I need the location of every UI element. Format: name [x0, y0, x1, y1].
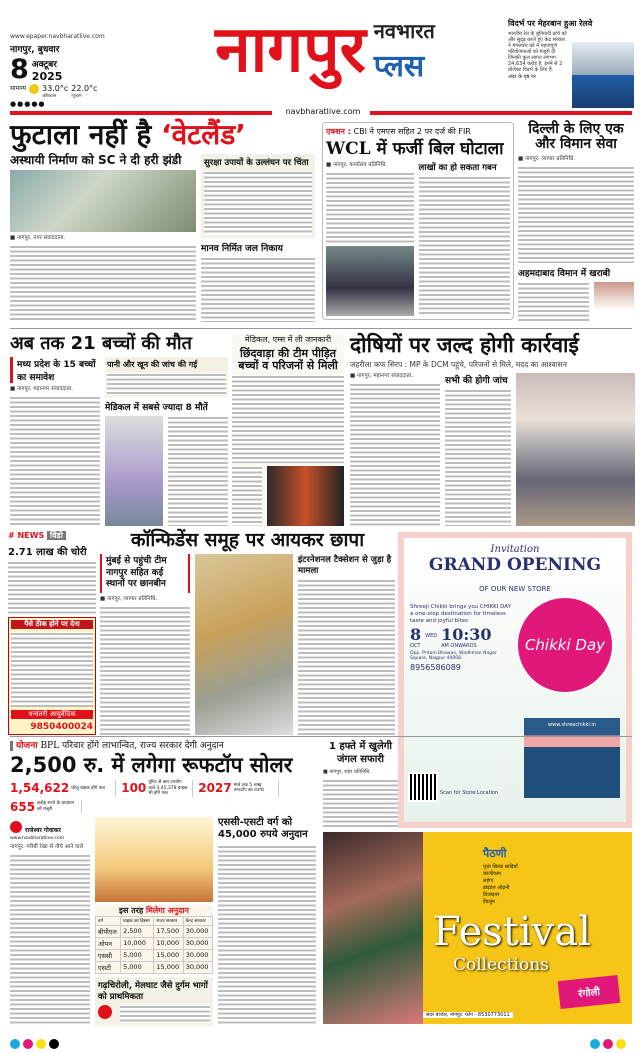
temp-min: 22.0°c	[71, 84, 98, 93]
sub-heading: इंटरनेशनल टैक्सेशन से जुड़ा है मामला	[298, 554, 392, 576]
syrup-photo	[267, 466, 344, 526]
temp-max-label: अधिकतम	[42, 93, 57, 98]
box-title: गढ़चिरोली, मेलघाट जैसे दुर्गम भागों को प्राथमिकता	[98, 981, 208, 1002]
header-cell: वर्ग	[96, 917, 121, 926]
ad-details	[410, 604, 512, 672]
headline: कॉन्फिडेंस समूह पर आयकर छापा	[130, 529, 365, 551]
sun-icon	[29, 84, 39, 94]
promo-more[interactable]: अंदर के पृष्ठ पर	[508, 74, 536, 80]
byline: नागपुर. गरीबी रेखा से नीचे आने वाले	[10, 843, 84, 850]
ad-text: Shreeji Chikki brings you CHIKKI DAY a one-stop destination for timeless taste and joyful bites	[410, 604, 511, 624]
ad-item: हैंडलूम	[483, 899, 495, 905]
date	[10, 56, 140, 83]
stat-label: यूनिट से कम उपयोग वाले 3,45,378 ग्राहक भी होंगे पात्र	[148, 780, 188, 797]
stat-item	[10, 780, 116, 797]
subhead: जहरीला कफ सिरप : MP के DCM पहुंचे, परिजनों से मिले, मदद का आश्वासन	[350, 360, 567, 370]
side-heading: मध्य प्रदेश के 15 बच्चों का समावेश	[10, 357, 100, 383]
model-photo	[323, 832, 423, 1024]
byline: ■ नागपुर, महानगर संवाददाता.	[10, 385, 73, 392]
table-cell: 15,000	[154, 962, 183, 974]
ad-scan: Scan for Store Location	[440, 790, 499, 796]
temp-min-group	[71, 84, 97, 99]
ad-web[interactable]: www.shreechikki.in	[548, 722, 596, 728]
story-chhindwara-team	[232, 334, 344, 526]
ad-items	[483, 864, 518, 906]
news-tag2: विंडो	[47, 531, 66, 540]
stats-row	[10, 780, 316, 814]
table-title-highlight: मिलेगा अनुदान	[146, 906, 189, 915]
sub-heading: अहमदाबाद विमान में खराबी	[518, 269, 611, 279]
table-cell: 5,000	[121, 950, 154, 962]
stat-number: 1,54,622	[10, 781, 70, 796]
story-action	[350, 334, 635, 526]
table-header	[96, 917, 213, 926]
ad-month: OCT	[410, 643, 421, 649]
ad-title: पैसे ठीक होने पर देना	[11, 620, 93, 629]
ad-item: ब्राइडल ओढ़नी	[483, 885, 510, 891]
ad-item: कांजीवरम	[483, 871, 501, 877]
logo-top: नवभारत	[373, 18, 435, 43]
box-title: पानी और खून की जांच की गई	[107, 359, 198, 369]
ad-item: पूजा सिल्क साड़ियाँ	[483, 864, 518, 870]
ad-address: Opp. Pritam Bhawan, Wadhman Nagar Square, Nagpur 44008.	[410, 651, 497, 661]
weather-label: सामान्य	[10, 85, 27, 92]
author-logo-icon	[10, 821, 22, 833]
body-text	[350, 383, 440, 526]
stat-number: 100	[121, 781, 147, 796]
test-box	[105, 357, 228, 397]
body-text	[100, 606, 190, 735]
kicker: योजना	[10, 741, 38, 751]
team-box: मुंबई से पहुंची टीम नागपुर सहित कई स्थानों पर छानबीन	[100, 554, 190, 593]
table-cell: 2,500	[121, 926, 154, 938]
officials-photo	[516, 373, 635, 526]
stat-label: मार्च तक 5 लाख रूफटॉप का टारगेट	[233, 782, 265, 794]
body-text	[10, 854, 90, 1026]
headline: छिंदवाड़ा की टीम पीड़ित बच्चों व परिजनों से मिली	[238, 347, 338, 373]
story-rooftop-solar	[10, 738, 316, 1026]
temp-min-label: न्यूनतम	[71, 93, 82, 98]
ad-brand-logo: रंगोली	[558, 975, 621, 1009]
box-text	[107, 373, 226, 395]
story-children-deaths	[10, 334, 228, 526]
box-title: सुरक्षा उपायों के उल्लंघन पर चिंता	[204, 157, 309, 168]
table-cell: 30,000	[183, 950, 212, 962]
kicker-text: BPL परिवार होंगे लाभान्वित, राज्य सरकार देगी अनुदान	[40, 741, 224, 751]
body-text	[518, 282, 589, 322]
stat-label: करोड़ रुपये के प्रावधान को मंजूरी	[37, 801, 75, 812]
ad-brand: धन्वंतरी आयुर्वेदिक	[11, 710, 93, 719]
weather	[10, 84, 140, 99]
lake-photo	[10, 170, 196, 232]
header-cell: ग्राहक का हिस्सा	[121, 917, 154, 926]
sub-heading: सभी की होगी जांच	[445, 376, 508, 387]
ayurveda-ad[interactable]	[8, 617, 96, 735]
byline: ■ नागपुर, महानगर संवाददाता.	[350, 373, 413, 380]
plane-photo	[594, 282, 634, 310]
chikki-day-ad[interactable]	[398, 532, 632, 828]
table-cell: 10,000	[121, 938, 154, 950]
story-it-raid	[100, 530, 395, 735]
subhead: अस्थायी निर्माण को SC ने दी हरी झंडी	[10, 152, 182, 167]
headline: दिल्ली के लिए एक और विमान सेवा	[528, 121, 624, 153]
table-title: इस तरह	[119, 906, 144, 915]
headline: WCL में फर्जी बिल घोटाला	[326, 139, 504, 159]
subsidy-table	[95, 905, 213, 974]
temp-max: 33.0°c	[42, 84, 69, 93]
site-url[interactable]: www.epaper.navbharatlive.com	[10, 33, 105, 40]
sub-heading: मानव निर्मित जल निकाय	[201, 243, 283, 254]
chikki-day-logo: Chikki Day	[518, 598, 612, 692]
logo-side	[374, 17, 435, 85]
date-day: 8	[10, 54, 29, 85]
headline: दोषियों पर जल्द होगी कार्रवाई	[350, 333, 579, 357]
lightning-icon	[98, 1005, 112, 1019]
author-name: राजेश्वर गोवाकर	[25, 826, 61, 834]
byline: ■ नागपुर, व्यापार प्रतिनिधि.	[100, 595, 158, 602]
kicker-text: CBI ने एमएस सहित 2 पर दर्ज की FIR	[353, 127, 471, 136]
box-text	[120, 1005, 210, 1023]
body-text	[518, 166, 634, 263]
table-cell: 30,000	[183, 938, 212, 950]
body-text	[168, 416, 228, 526]
masthead	[0, 0, 640, 118]
headline: 1 हफ्ते में खुलेगी जंगल सफारी	[329, 741, 392, 765]
table-cell: 17,500	[154, 926, 183, 938]
site-domain[interactable]: navbharatlive.com	[285, 107, 361, 116]
byline: ■ नागपुर, व्यापार प्रतिनिधि.	[518, 155, 576, 162]
headline-highlight: ‘वेटलैंड’	[160, 118, 246, 151]
sub-heading: लाखों का हो सकता गबन	[418, 162, 497, 173]
logo-main: नागपुर	[215, 13, 366, 87]
ad-contact: सदर बाजार, नागपुर. फोन - 8530773011	[423, 1012, 513, 1018]
header-cell: केन्द्र सरकार	[183, 917, 212, 926]
story-wcl	[322, 122, 514, 320]
headline: अब तक 21 बच्चों की मौत	[10, 333, 192, 354]
author	[10, 817, 90, 841]
ad-subtitle: Collections	[453, 955, 549, 975]
story-flight	[518, 122, 634, 322]
divider	[10, 328, 632, 329]
byline: ■ नागपुर, कार्यालय प्रतिनिधि.	[326, 161, 388, 168]
table-cell: 30,000	[183, 926, 212, 938]
ad-phone[interactable]: 8956586089	[410, 663, 461, 672]
byline: ■ नागपुर, नगर संवाददाता.	[10, 234, 66, 241]
body-text	[218, 845, 316, 1026]
top-promo[interactable]	[508, 18, 636, 108]
body-text	[201, 257, 315, 322]
table-cell: 10,000	[154, 938, 183, 950]
stat-number: 655	[10, 799, 36, 814]
sub-heading: मेडिकल में सबसे ज्यादा 8 मौतें	[105, 402, 208, 413]
logo	[150, 14, 500, 88]
family-illustration	[95, 817, 213, 902]
ad-title: GRAND OPENING	[428, 555, 602, 575]
body-text	[10, 396, 100, 526]
festival-collections-ad[interactable]	[323, 832, 632, 1024]
box-text	[204, 171, 312, 235]
body-text	[419, 176, 510, 316]
qr-code[interactable]	[410, 774, 436, 800]
body-text	[8, 561, 96, 614]
ad-item: डिजाइनर	[483, 892, 500, 898]
divider	[10, 111, 272, 115]
storefront-illustration	[524, 718, 620, 798]
stat-number: 2027	[198, 781, 232, 796]
temp-max-group	[42, 84, 68, 99]
color-registration-marks	[10, 1034, 62, 1053]
table-cell: एससी	[96, 950, 121, 962]
body-text	[232, 375, 344, 463]
header-cell: राज्य सरकार	[154, 917, 183, 926]
story-jungle-safari	[323, 740, 398, 828]
table-row	[96, 938, 213, 950]
ad-datetime	[410, 627, 512, 649]
logo-bottom: प्लस	[373, 48, 425, 84]
body-text	[323, 779, 398, 829]
ad-weekday: WED	[425, 633, 438, 639]
headline: 2,500 रु. में लगेगा रूफटॉप सोलर	[10, 753, 293, 777]
ad-brand-top: पैठणी	[483, 847, 507, 860]
table-cell: 5,000	[121, 962, 154, 974]
ad-title: Festival	[433, 909, 591, 955]
color-registration-marks	[590, 1034, 640, 1053]
social-icons[interactable]: ●●●●●	[10, 100, 46, 108]
ad-phone[interactable]: 9850400024	[30, 722, 93, 732]
byline: ■ नागपुर, शहर प्रतिनिधि.	[323, 769, 371, 775]
body-text	[326, 172, 414, 243]
body-text	[10, 245, 196, 322]
train-image	[572, 42, 634, 108]
author-site: www.navbharatlive.com	[10, 835, 65, 841]
promo-text: भारतीय रेल के बुनियादी ढांचे को और सुदृढ़ करते हुए केंद्र सरकार ने मंगलवार को 4 महत्वपूर्ण परियोजनाओं को मंजूरी दी जिनकी कुल लागत लगभग 24,634 करोड़ है. इनमें से 2 प्रोजेक्ट विदर्भ के लिए हैं.	[508, 31, 567, 73]
table-row	[96, 926, 213, 938]
table-row	[96, 962, 213, 974]
headline: 2.71 लाख की चोरी	[8, 547, 87, 558]
city-day: नागपुर, बुधवार	[10, 45, 60, 55]
date-year: 2025	[31, 69, 63, 83]
ad-time: 10:30	[441, 625, 492, 644]
masthead-info	[10, 32, 140, 108]
date-month: अक्टूबर	[31, 59, 57, 70]
headline: फुटाला नहीं है	[10, 118, 152, 151]
news-tag: # NEWS	[8, 531, 45, 540]
concern-box	[201, 154, 315, 238]
date-month-year	[32, 57, 63, 83]
table-cell: 30,000	[183, 962, 212, 974]
child-photo	[105, 416, 163, 526]
stat-item	[198, 780, 278, 797]
table-cell: एसटी	[96, 962, 121, 974]
promo-title: विदर्भ पर मेहरबान हुआ रेलवे	[508, 19, 593, 28]
table-row	[96, 950, 213, 962]
stat-item	[10, 800, 82, 814]
stat-item	[121, 780, 193, 797]
ad-day: 8	[410, 625, 422, 644]
table-cell: ओपन	[96, 938, 121, 950]
ad-item: लहंगा	[483, 878, 494, 884]
kicker: मेडिकल, एम्स में ली जानकारी	[244, 335, 332, 344]
officer-photo	[326, 246, 414, 316]
priority-box	[95, 977, 213, 1026]
sub-heading: एससी-एसटी वर्ग को 45,000 रुपये अनुदान	[218, 816, 308, 841]
divider	[10, 736, 632, 737]
kicker: एक्शन :	[326, 127, 351, 136]
divider	[370, 111, 632, 115]
ad-time-note: AM ONWARDS	[441, 643, 477, 649]
news-window	[8, 530, 96, 735]
table-cell: बीपीएल	[96, 926, 121, 938]
ad-subtitle: OF OUR NEW STORE	[479, 585, 551, 593]
stat-label: घरेलू ग्राहक होंगे पात्र	[71, 785, 105, 791]
building-photo	[195, 554, 293, 735]
story-futala	[10, 120, 315, 322]
body-text	[445, 389, 511, 526]
table-cell: 15,000	[154, 950, 183, 962]
ad-text	[11, 632, 93, 707]
ad-invitation: Invitation	[490, 544, 540, 555]
body-text	[232, 466, 262, 526]
body-text	[298, 579, 395, 735]
